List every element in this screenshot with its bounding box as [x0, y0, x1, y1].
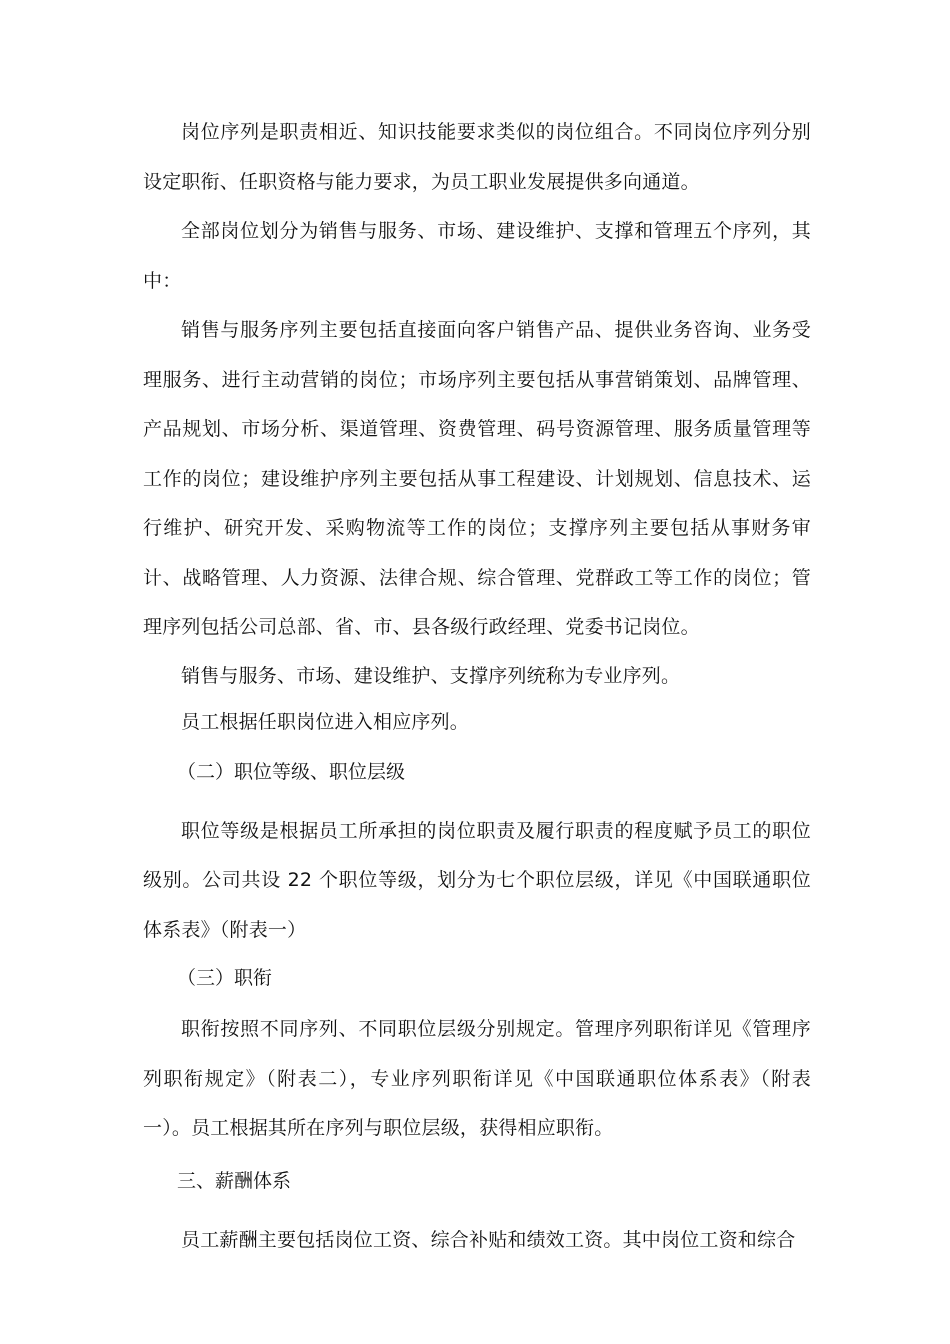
paragraph-position-sequence-definition: 岗位序列是职责相近、知识技能要求类似的岗位组合。不同岗位序列分别设定职衔、任职资格与能力要求，为员工职业发展提供多向通道。: [143, 121, 811, 193]
paragraph-position-levels: 职位等级是根据员工所承担的岗位职责及履行职责的程度赋予员工的职位级别。公司共设 22 个职位等级，划分为七个职位层级，详见《中国联通职位体系表》（附表一）: [143, 819, 811, 941]
paragraph-professional-sequence: 销售与服务、市场、建设维护、支撑序列统称为专业序列。: [181, 664, 681, 687]
paragraph-five-sequences: 全部岗位划分为销售与服务、市场、建设维护、支撑和管理五个序列，其中：: [143, 220, 811, 292]
paragraph-compensation: 员工薪酬主要包括岗位工资、综合补贴和绩效工资。其中岗位工资和综合: [181, 1228, 796, 1251]
section-heading-position-levels: （二）职位等级、职位层级: [177, 760, 406, 783]
paragraph-titles: 职衔按照不同序列、不同职位层级分别规定。管理序列职衔详见《管理序列职衔规定》（附表二），专业序列职衔详见《中国联通职位体系表》（附表一）。员工根据其所在序列与职位层级，获得相应职衔。: [143, 1018, 811, 1139]
paragraph-sequence-details: 销售与服务序列主要包括直接面向客户销售产品、提供业务咨询、业务受理服务、进行主动营销的岗位；市场序列主要包括从事营销策划、品牌管理、产品规划、市场分析、渠道管理、资费管理、码号资源管理、服务质量管理等工作的岗位；建设维护序列主要包括从事工程建设、计划规划、信息技术、运行维护、研究开发、采购物流等工作的岗位；支撑序列主要包括从事财务审计、战略管理、人力资源、法律合规、综合管理、党群政工等工作的岗位；管理序列包括公司总部、省、市、县各级行政经理、党委书记岗位。: [143, 319, 811, 638]
document-page: [143, 108, 811, 1265]
section-heading-compensation: 三、薪酬体系: [177, 1169, 292, 1192]
section-heading-titles: （三）职衔: [177, 967, 273, 989]
paragraph-employee-sequence: 员工根据任职岗位进入相应序列。: [181, 710, 470, 733]
